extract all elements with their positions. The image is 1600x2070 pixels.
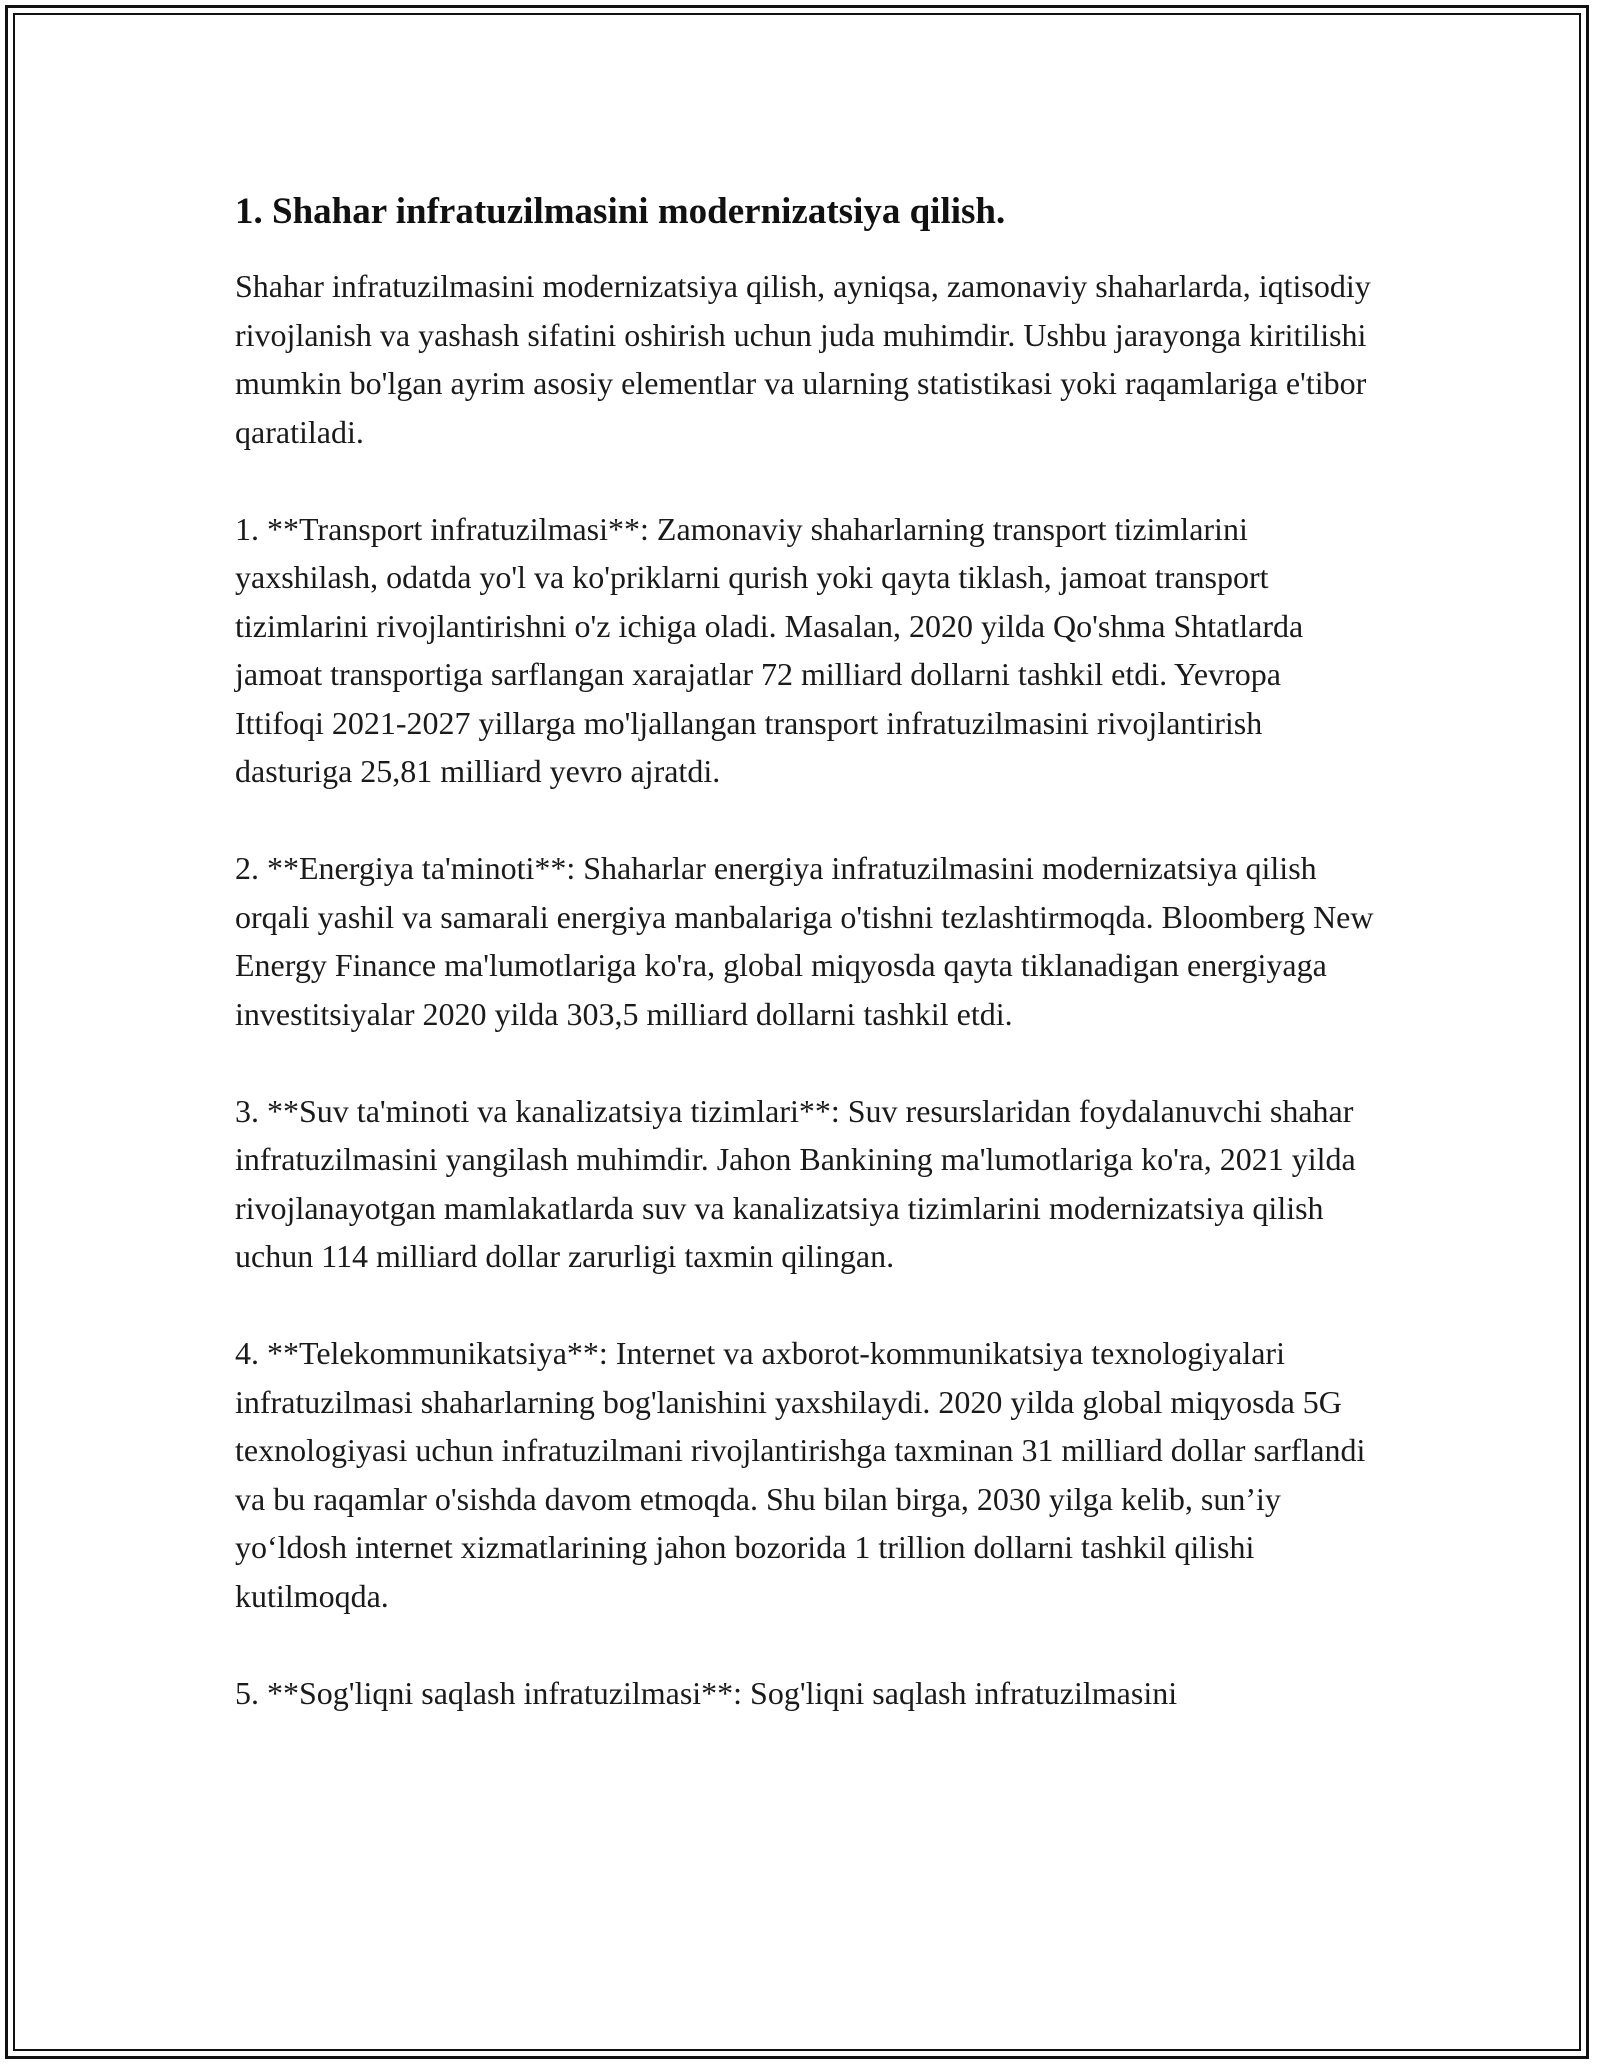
document-body: [235, 188, 1375, 1717]
telecom-paragraph: 4. **Telekommunikatsiya**: Internet va axborot-kommunikatsiya texnologiyalari infratuzilmasi shaharlarning bog'lanishini yaxshilaydi. 2020 yilda global miqyosda 5G texnologiyasi uchun infratuzilmani rivojlantirishga taxminan 31 milliard dollar sarflandi va bu raqamlar o'sishda davom etmoqda. Shu bilan birga, 2030 yilga kelib, sun’iy yo‘ldosh internet xizmatlarining jahon bozorida 1 trillion dollarni tashkil qilishi kutilmoqda.: [235, 1335, 1366, 1614]
energy-paragraph: 2. **Energiya ta'minoti**: Shaharlar energiya infratuzilmasini modernizatsiya qilish orqali yashil va samarali energiya manbalariga o'tishni tezlashtirmoqda. Bloomberg New Energy Finance ma'lumotlariga ko'ra, global miqyosda qayta tiklanadigan energiyaga investitsiyalar 2020 yilda 303,5 milliard dollarni tashkil etdi.: [235, 850, 1374, 1032]
section-heading: 1. Shahar infratuzilmasini modernizatsiya qilish.: [235, 191, 1006, 232]
intro-paragraph: Shahar infratuzilmasini modernizatsiya qilish, ayniqsa, zamonaviy shaharlarda, iqtisodiy rivojlanish va yashash sifatini oshirish uchun juda muhimdir. Ushbu jarayonga kiritilishi mumkin bo'lgan ayrim asosiy elementlar va ularning statistikasi yoki raqamlariga e'tibor qaratiladi.: [235, 268, 1371, 450]
healthcare-paragraph: 5. **Sog'liqni saqlash infratuzilmasi**: Sog'liqni saqlash infratuzilmasini: [235, 1674, 1178, 1711]
transport-paragraph: 1. **Transport infratuzilmasi**: Zamonaviy shaharlarning transport tizimlarini yaxshilash, odatda yo'l va ko'priklarni qurish yoki qayta tiklash, jamoat transport tizimlarini rivojlantirishni o'z ichiga oladi. Masalan, 2020 yilda Qo'shma Shtatlarda jamoat transportiga sarflangan xarajatlar 72 milliard dollarni tashkil etdi. Yevropa Ittifoqi 2021-2027 yillarga mo'ljallangan transport infratuzilmasini rivojlantirish dasturiga 25,81 milliard yevro ajratdi.: [235, 510, 1304, 789]
water-paragraph: 3. **Suv ta'minoti va kanalizatsiya tizimlari**: Suv resurslaridan foydalanuvchi shahar infratuzilmasini yangilash muhimdir. Jahon Bankining ma'lumotlariga ko'ra, 2021 yilda rivojlanayotgan mamlakatlarda suv va kanalizatsiya tizimlarini modernizatsiya qilish uchun 114 milliard dollar zarurligi taxmin qilingan.: [235, 1092, 1356, 1274]
